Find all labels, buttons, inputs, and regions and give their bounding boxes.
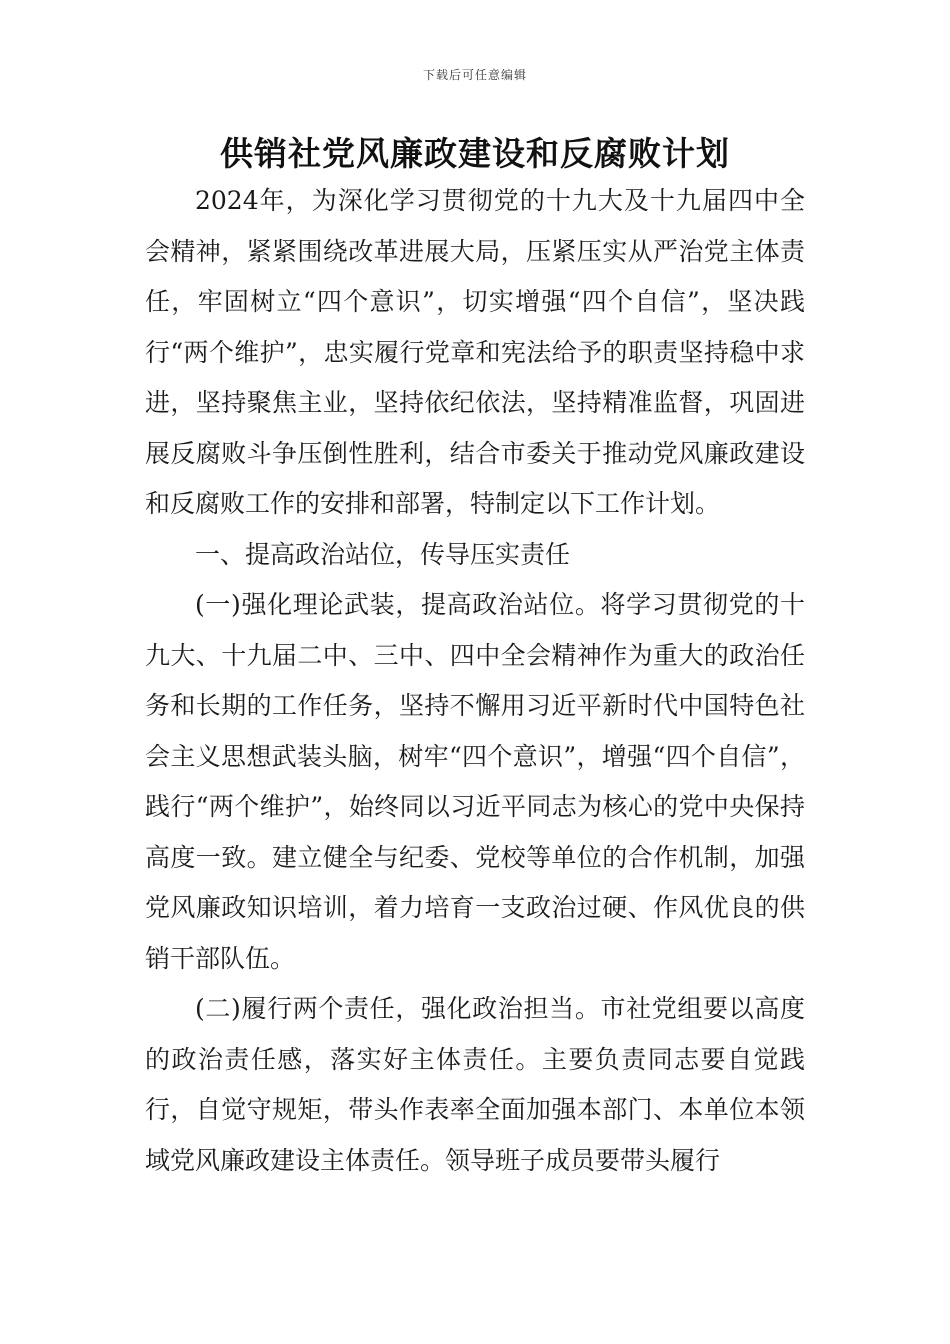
document-body bbox=[145, 176, 805, 1186]
intro-paragraph: 2024年，为深化学习贯彻党的十九大及十九届四中全会精神，紧紧围绕改革进展大局，压紧压实从严治党主体责任，牢固树立“四个意识”，切实增强“四个自信”，坚决践行“两个维护”，忠实履行党章和宪法给予的职责坚持稳中求进，坚持聚焦主业，坚持依纪依法，坚持精准监督，巩固进展反腐败斗争压倒性胜利，结合市委关于推动党风廉政建设和反腐败工作的安排和部署，特制定以下工作计划。 bbox=[145, 186, 805, 518]
header-note: 下载后可任意编辑 bbox=[422, 68, 527, 82]
body-paragraph: (二)履行两个责任，强化政治担当。市社党组要以高度的政治责任感，落实好主体责任。主要负责同志要自觉践行，自觉守规矩，带头作表率全面加强本部门、本单位本领域党风廉政建设主体责任。领导班子成员要带头履行 bbox=[145, 994, 805, 1175]
body-paragraph: (一)强化理论武装，提高政治站位。将学习贯彻党的十九大、十九届二中、三中、四中全会精神作为重大的政治任务和长期的工作任务，坚持不懈用习近平新时代中国特色社会主义思想武装头脑，树牢“四个意识”，增强“四个自信”，践行“两个维护”，始终同以习近平同志为核心的党中央保持高度一致。建立健全与纪委、党校等单位的合作机制，加强党风廉政知识培训，着力培育一支政治过硬、作风优良的供销干部队伍。 bbox=[145, 590, 805, 973]
document-title: 供销社党风廉政建设和反腐败计划 bbox=[220, 134, 730, 173]
section-heading: 一、提高政治站位，传导压实责任 bbox=[195, 539, 571, 569]
